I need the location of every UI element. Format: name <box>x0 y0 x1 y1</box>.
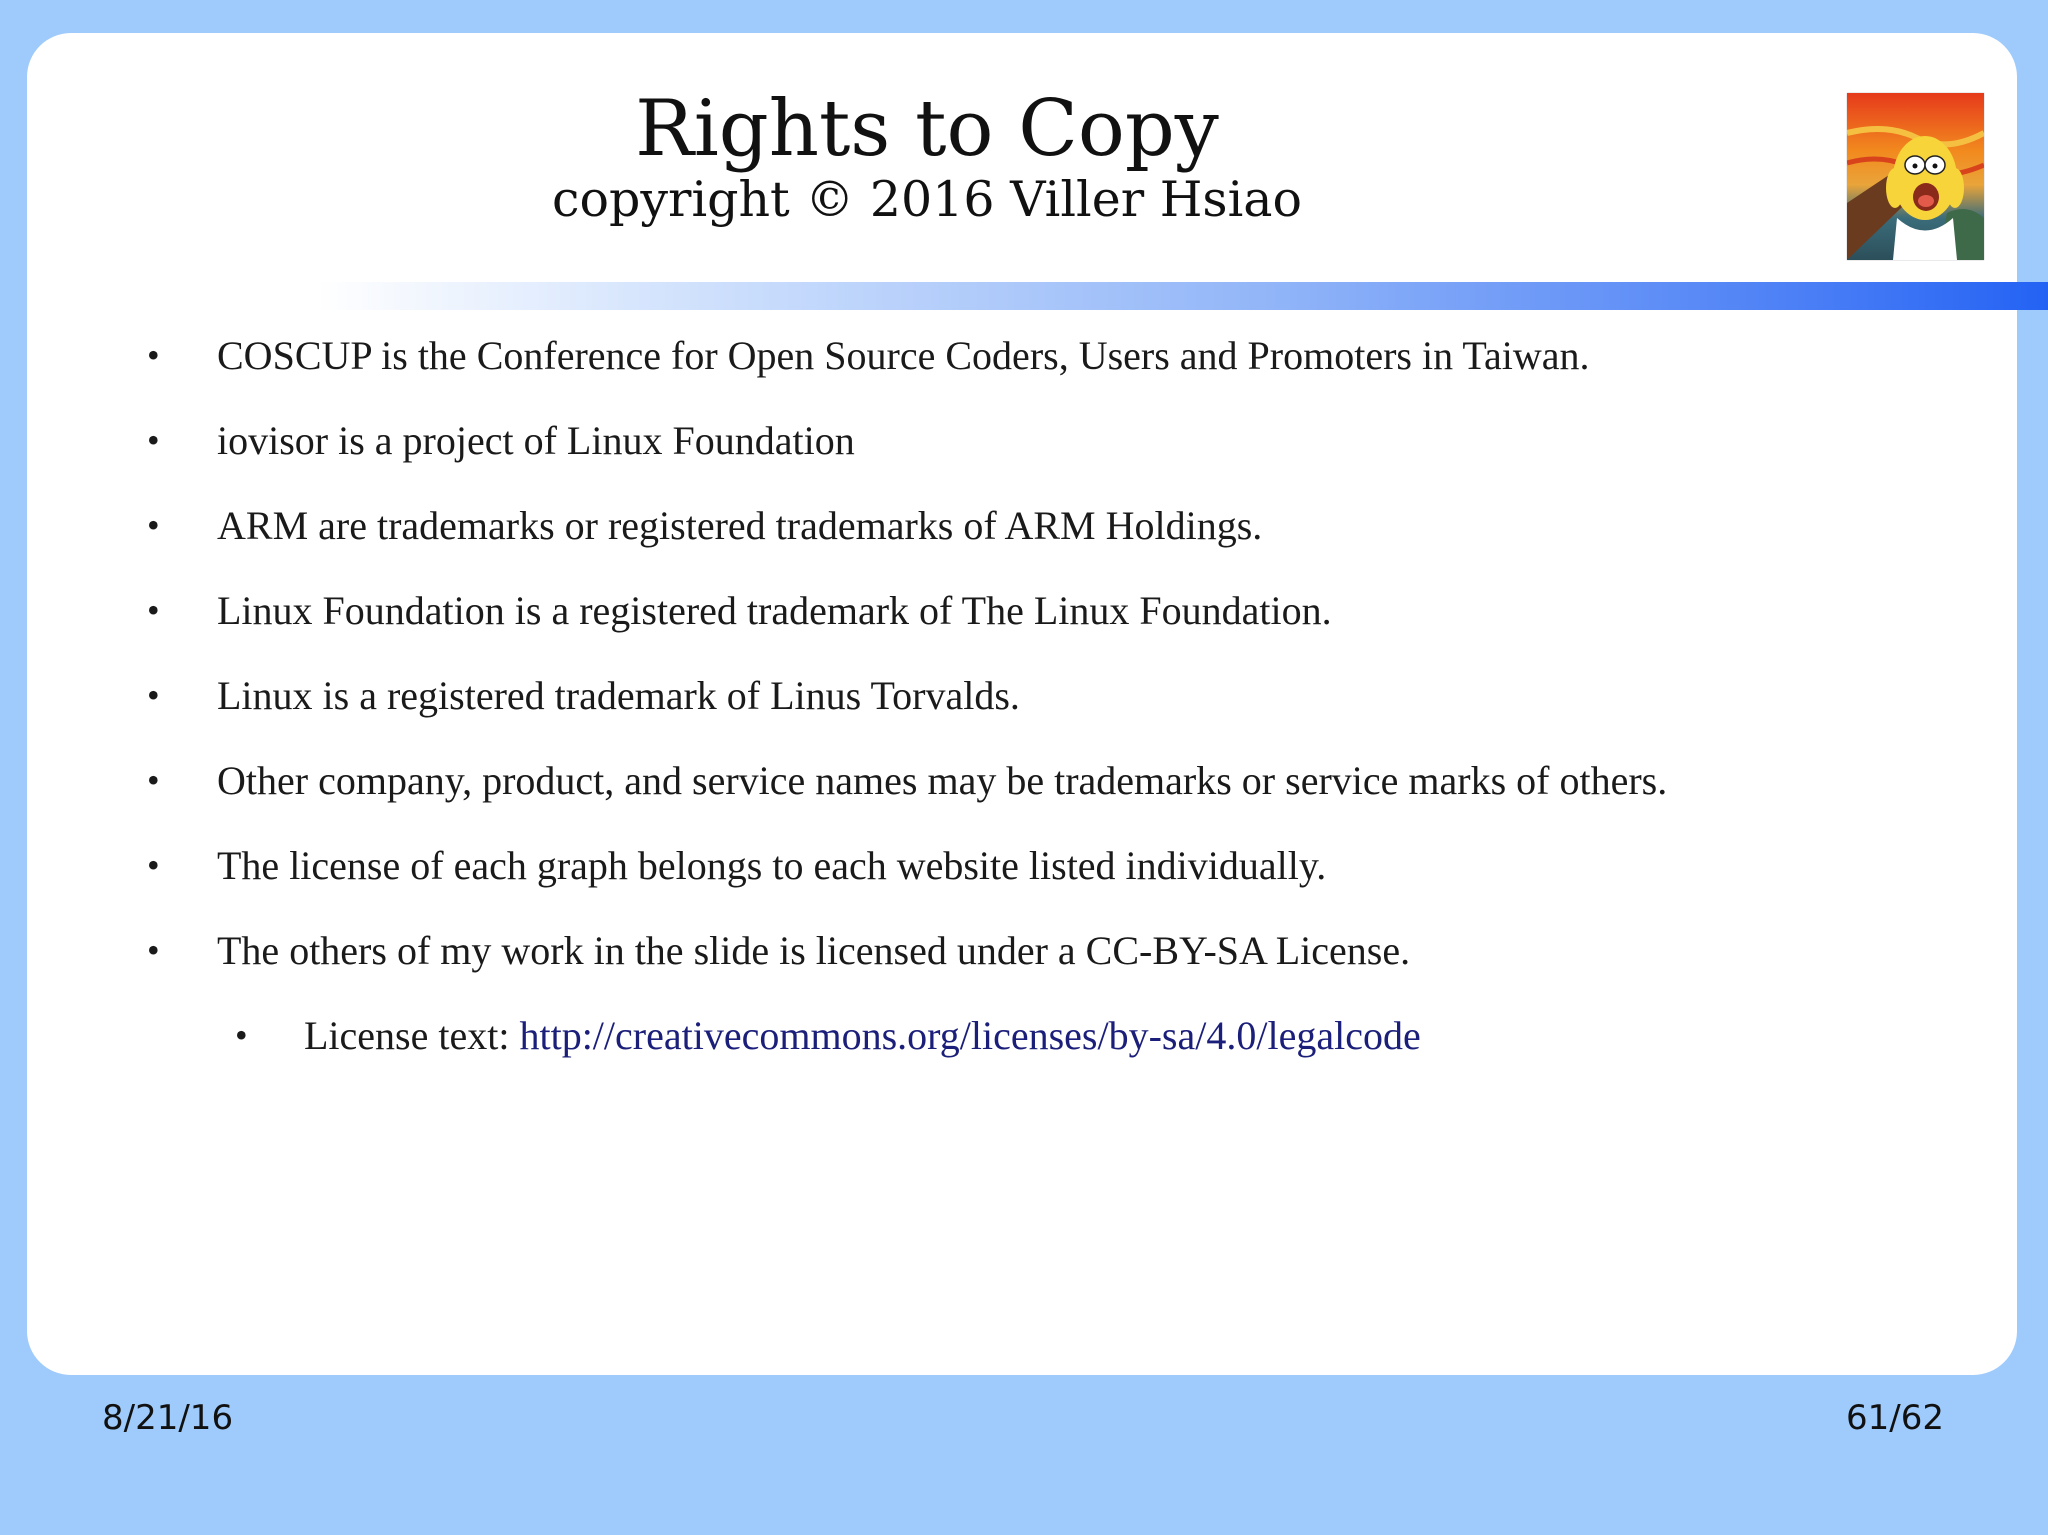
list-item: • COSCUP is the Conference for Open Source Coders, Users and Promoters in Taiwan. <box>147 313 1947 398</box>
slide-title: Rights to Copy <box>635 84 1219 174</box>
footer-page-number: 61/62 <box>1846 1398 1944 1438</box>
list-item: • Linux is a registered trademark of Linus Torvalds. <box>147 653 1947 738</box>
license-label: License text: <box>304 1013 520 1058</box>
list-item: • The license of each graph belongs to each website listed individually. <box>147 823 1947 908</box>
slide-panel <box>27 33 2017 1375</box>
list-item: • Other company, product, and service names may be trademarks or service marks of others. <box>147 738 1877 823</box>
title-accent-bar <box>317 282 2048 310</box>
slide-subtitle: copyright © 2016 Viller Hsiao <box>552 171 1302 228</box>
list-item: • Linux Foundation is a registered trademark of The Linux Foundation. <box>147 568 1947 653</box>
footer-date: 8/21/16 <box>102 1398 234 1438</box>
license-link[interactable]: http://creativecommons.org/licenses/by-sa/4.0/legalcode <box>519 1013 1421 1058</box>
list-item: • ARM are trademarks or registered trademarks of ARM Holdings. <box>147 483 1947 568</box>
list-item: • The others of my work in the slide is licensed under a CC-BY-SA License. <box>147 908 1947 993</box>
bullet-list <box>147 313 1947 1078</box>
list-item: • iovisor is a project of Linux Foundation <box>147 398 1947 483</box>
sub-list-item <box>147 993 1947 1078</box>
scream-cartoon-image <box>1847 93 1984 260</box>
